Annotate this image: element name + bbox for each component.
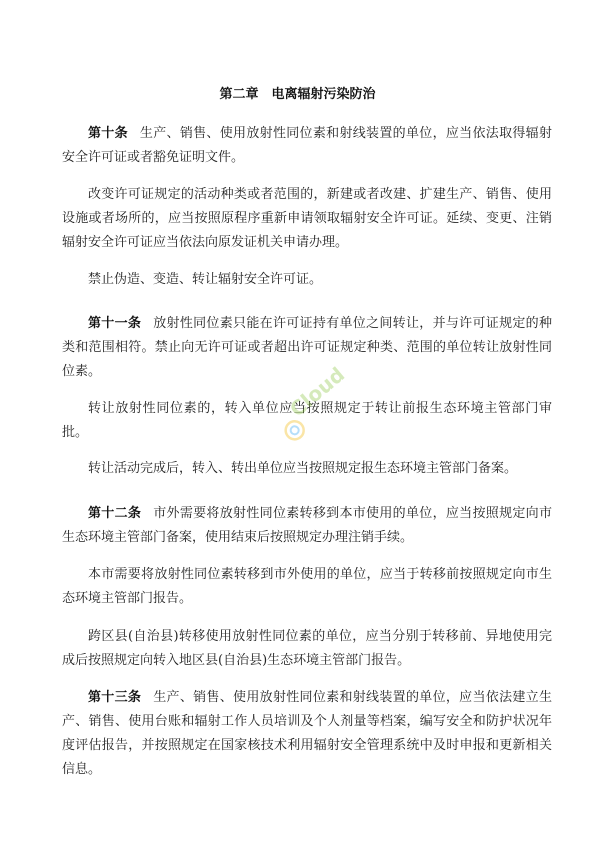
chapter-title: 第二章 电离辐射污染防治 (219, 87, 376, 102)
article-number: 第十条 (88, 126, 128, 141)
article-number: 第十三条 (88, 690, 142, 705)
article-10-para-1 (62, 122, 552, 170)
article-12-para-2 (62, 563, 552, 611)
watermark-text: Cloud (284, 362, 350, 422)
article-number: 第十一条 (88, 316, 142, 331)
article-text: 改变许可证规定的活动种类或者范围的，新建或者改建、扩建生产、销售、使用设施或者场所的，应当按照原程序重新申请领取辐射安全许可证。延续、变更、注销辐射安全许可证应当依法向原发证机关申请办理。 (62, 187, 552, 250)
article-12-para-3 (62, 625, 552, 673)
article-text: 生产、销售、使用放射性同位素和射线装置的单位，应当依法建立生产、销售、使用台账和辐射工作人员培训及个人剂量等档案，编写安全和防护状况年度评估报告，并按照规定在国家核技术利用辐射安全管理系统中及时申报和更新相关信息。 (62, 690, 552, 777)
article-text: 市外需要将放射性同位素转移到本市使用的单位，应当按照规定向市生态环境主管部门备案，使用结束后按照规定办理注销手续。 (62, 506, 552, 545)
article-text: 转让放射性同位素的，转入单位应当按照规定于转让前报生态环境主管部门审批。 (62, 401, 552, 440)
article-text: 转让活动完成后，转入、转出单位应当按照规定报生态环境主管部门备案。 (88, 461, 518, 476)
article-13-para-1 (62, 686, 552, 782)
article-text: 生产、销售、使用放射性同位素和射线装置的单位，应当依法取得辐射安全许可证或者豁免证明文件。 (62, 126, 552, 165)
article-text: 放射性同位素只能在许可证持有单位之间转让，并与许可证规定的种类和范围相符。禁止向无许可证或者超出许可证规定种类、范围的单位转让放射性同位素。 (62, 316, 552, 379)
article-10-para-3 (62, 268, 552, 292)
article-number: 第十二条 (88, 506, 142, 521)
article-text: 禁止伪造、变造、转让辐射安全许可证。 (88, 272, 323, 287)
article-text: 跨区县(自治县)转移使用放射性同位素的单位，应当分别于转移前、异地使用完成后按照规定向转入地区县(自治县)生态环境主管部门报告。 (62, 629, 552, 668)
article-10-para-2 (62, 183, 552, 255)
article-text: 本市需要将放射性同位素转移到市外使用的单位，应当于转移前按照规定向市生态环境主管部门报告。 (62, 567, 552, 606)
article-12-para-1 (62, 502, 552, 550)
